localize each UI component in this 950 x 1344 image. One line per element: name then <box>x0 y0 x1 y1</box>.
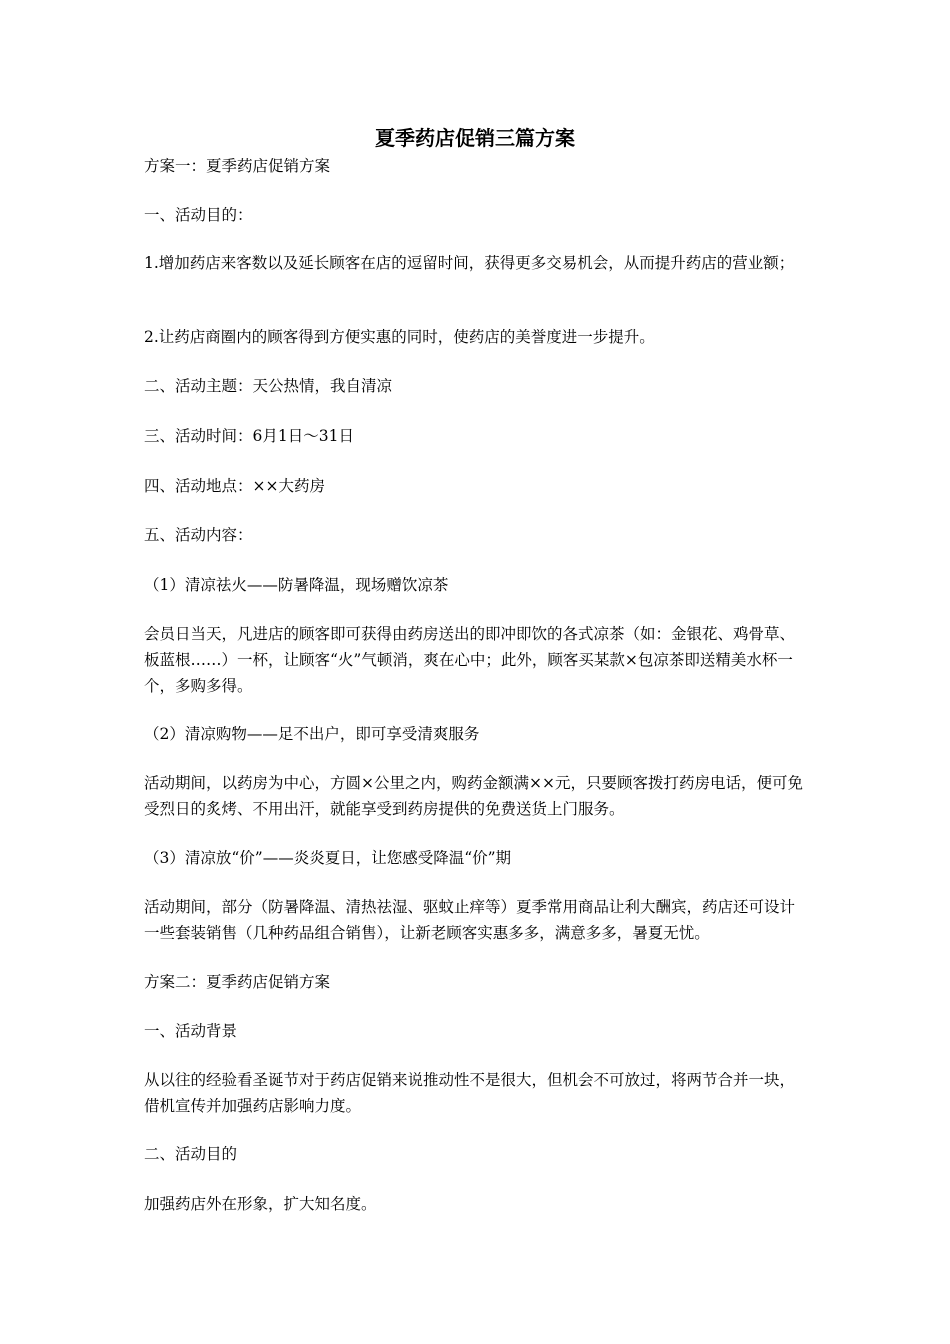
subheading-item-2: （2）清凉购物——足不出户，即可享受清爽服务 <box>144 725 480 743</box>
paragraph-background: 从以往的经验看圣诞节对于药店促销来说推动性不是很大，但机会不可放过，将两节合并一块，借机宣传并加强药店影响力度。 <box>144 1071 796 1115</box>
paragraph-purpose-2: 2.让药店商圈内的顾客得到方便实惠的同时，使药店的美誉度进一步提升。 <box>144 328 655 346</box>
document-title: 夏季药店促销三篇方案 <box>375 126 575 150</box>
subheading-item-3: （3）清凉放“价”——炎炎夏日，让您感受降温“价”期 <box>144 849 512 867</box>
heading-activity-theme: 二、活动主题：天公热情，我自清凉 <box>144 377 393 395</box>
paragraph-goal: 加强药店外在形象，扩大知名度。 <box>144 1195 377 1213</box>
heading-activity-content: 五、活动内容： <box>144 526 253 544</box>
paragraph-item-2: 活动期间，以药房为中心，方圆×公里之内，购药金额满××元，只要顾客拨打药房电话，便可免受烈日的炙烤、不用出汗，就能享受到药房提供的免费送货上门服务。 <box>144 774 803 818</box>
section-heading-plan-two: 方案二：夏季药店促销方案 <box>144 973 331 991</box>
paragraph-purpose-1: 1.增加药店来客数以及延长顾客在店的逗留时间，获得更多交易机会，从而提升药店的营业额； <box>144 254 795 272</box>
heading-activity-location: 四、活动地点：××大药房 <box>144 477 325 495</box>
subheading-item-1: （1）清凉祛火——防暑降温，现场赠饮凉茶 <box>144 576 449 594</box>
section-heading-plan-one: 方案一：夏季药店促销方案 <box>144 157 331 175</box>
paragraph-item-1: 会员日当天，凡进店的顾客即可获得由药房送出的即冲即饮的各式凉茶（如：金银花、鸡骨草、板蓝根……）一杯，让顾客“火”气顿消，爽在心中；此外，顾客买某款×包凉茶即送精美水杯一个，多购多得。 <box>144 625 796 695</box>
heading-activity-purpose: 一、活动目的： <box>144 206 253 224</box>
heading-activity-time: 三、活动时间：6月1日～31日 <box>144 427 354 445</box>
paragraph-item-3: 活动期间，部分（防暑降温、清热祛湿、驱蚊止痒等）夏季常用商品让利大酬宾，药店还可设计一些套装销售（几种药品组合销售），让新老顾客实惠多多，满意多多，暑夏无忧。 <box>144 898 796 942</box>
heading-activity-background: 一、活动背景 <box>144 1022 238 1040</box>
heading-activity-goal: 二、活动目的 <box>144 1145 238 1163</box>
